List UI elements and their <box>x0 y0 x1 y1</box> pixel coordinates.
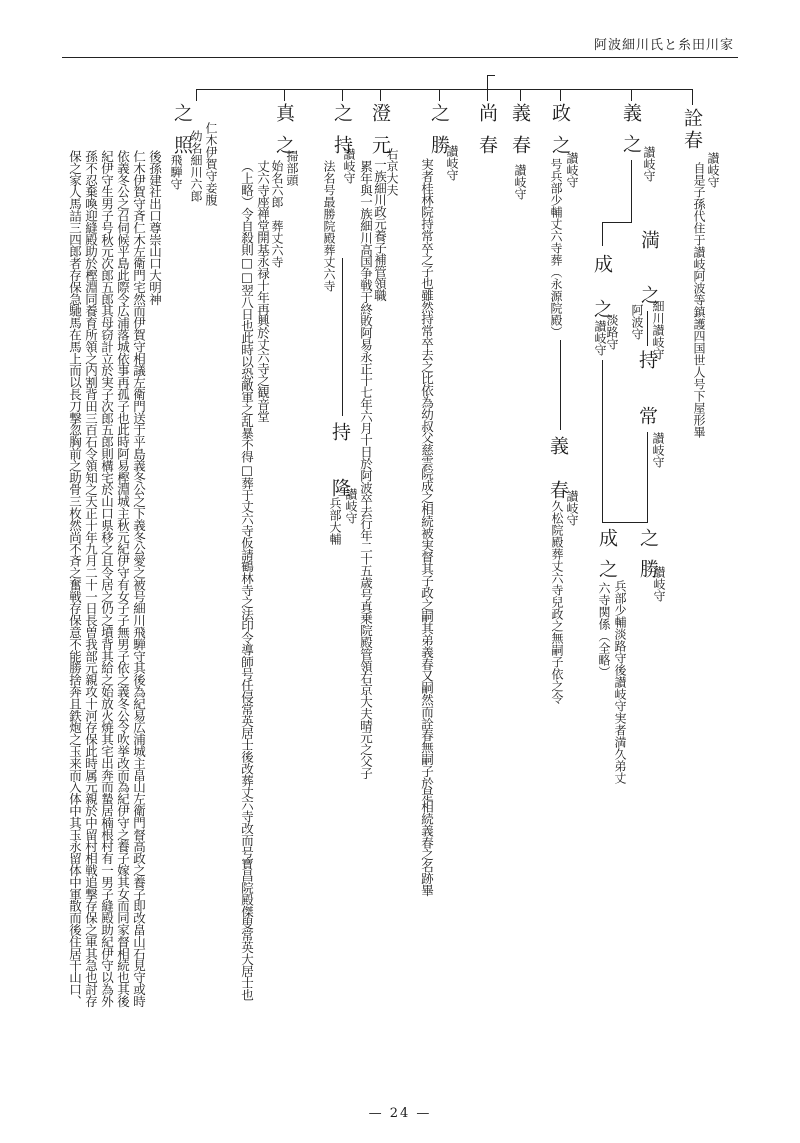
person-note: 仁木伊賀守斉仁木左衛門宅然而伊賀守相議左衛門送于平島義冬公之下義冬公愛之被号細川飛騨守其後為紀易広浦城主畠山左衛門督高政之養子即改畠山石見守或時 <box>131 150 147 1007</box>
person-note: 兵部大輔 <box>328 497 342 545</box>
person-note: 紀伊守生男子号秋元次郎五郎其母窃計立於実子次郎五郎則構宅於山口県移之且令居之仍之墳背其給之始放火焼其宅出奔而蟄居楠根村有一男子縫殿助紀伊守以為外 <box>99 150 115 1007</box>
person-name: 之 <box>428 103 450 122</box>
lineage-line <box>487 75 488 101</box>
person-name: 成 <box>591 254 613 273</box>
person-name: 元 <box>369 135 391 154</box>
person-name: 春 <box>681 130 703 149</box>
person-name: 勝 <box>428 135 450 154</box>
lineage-line <box>602 522 648 523</box>
person-name: 勝 <box>637 559 659 578</box>
person-name: 詮 <box>681 108 703 127</box>
person-note: 仁木伊賀守妾腹 <box>204 122 218 206</box>
person-note: （上略）令自殺則□□翌八日也此時以恐敵軍之乱暴不得□葬于丈六寺仮請鶴林寺之法印令導師号任侵常英居士後改葬丈六寺改而号寶昌院殿傑叟常英大居士也 <box>239 160 255 1001</box>
person-name: 義 <box>509 103 531 122</box>
person-name: 義 <box>620 103 642 122</box>
person-note: 淡路守 <box>605 314 619 350</box>
lineage-line <box>487 75 495 76</box>
lineage-line <box>520 89 521 101</box>
person-name: 春 <box>509 135 531 154</box>
person-note: 孫不忍棄喚迎縫殿助於樫淵同養育所領之内割背田三百石令領知之天正十年九月二十一日長曽我部元親攻十河存保此時属元親於中留村相戦追撃存保之軍其急也討存 <box>83 150 99 1007</box>
lineage-line <box>692 89 693 105</box>
person-title: 細川讃岐守 <box>651 300 665 360</box>
person-note: 後孫建社出口尊崇山口大明神 <box>147 150 163 305</box>
lineage-line <box>560 89 561 101</box>
person-note: 一族細川政元養子補管領職 <box>372 158 388 301</box>
person-title: 讃岐守 <box>445 145 459 181</box>
lineage-line <box>380 89 381 101</box>
person-name: 澄 <box>369 103 391 122</box>
person-name: 之 <box>620 134 642 153</box>
person-name: 之 <box>273 135 295 154</box>
person-name: 之 <box>549 135 571 154</box>
person-title: 讃岐守 <box>593 320 607 356</box>
lineage-line <box>631 160 632 222</box>
lineage-line <box>647 311 648 346</box>
lineage-line <box>602 360 603 522</box>
lineage-line <box>602 222 603 246</box>
person-note: 兵部少輔淡路守後讃岐守実者満久弟丈 <box>613 580 627 784</box>
person-name: 尚 <box>476 103 498 122</box>
person-name: 春 <box>547 480 569 499</box>
person-name: 成 <box>596 528 618 547</box>
person-title: 掃部頭 <box>285 150 299 186</box>
lineage-line <box>342 258 343 416</box>
person-note: 号兵部少輔丈六寺葬（永源院殿） <box>549 158 563 338</box>
person-name: 之 <box>171 103 193 122</box>
header-rule <box>62 57 738 58</box>
person-note: 法名号最勝院殿葬丈六寺 <box>322 160 336 292</box>
person-name: 持 <box>329 422 351 441</box>
person-title: 讃岐守 <box>342 148 356 184</box>
person-title: 飛騨守 <box>169 154 183 190</box>
lineage-line <box>196 89 197 101</box>
running-header: 阿波細川氏と糸田川家 <box>593 38 734 53</box>
person-note: 久松院殿葬丈六寺兒政之無嗣子依之令 <box>550 500 564 704</box>
person-name: 之 <box>596 559 618 578</box>
lineage-line <box>439 89 440 101</box>
lineage-line <box>631 89 632 101</box>
person-note: 依義冬公之召伺候平島此際令広浦落城依事再孤子也此時阿易樫淵城主秋元紀伊守有女子子無男子依之義冬公令吹挙改而為紀伊守之養子嫁其女而同家督相続也其後 <box>115 150 131 1007</box>
person-title: 讃岐守 <box>651 432 665 468</box>
lineage-line <box>560 340 561 430</box>
person-note: 阿波守 <box>630 304 644 340</box>
person-title: 讃岐守 <box>344 488 358 524</box>
person-name: 満 <box>638 230 660 249</box>
lineage-line <box>647 432 648 522</box>
person-note: 幼名細川六郎 <box>189 130 203 202</box>
person-title: 讃岐守 <box>565 152 579 188</box>
person-note: 六寺関係（全略） <box>597 582 611 678</box>
person-title: 讃岐守 <box>565 490 579 526</box>
person-name: 真 <box>273 103 295 122</box>
person-note: 保之家人馬詰三四郎者存保急馳馬在馬上而以長刀撃忽胸前之助骨三枚然尚不斉之奮戦存保意不能勝捨奔且鉄炮之玉来而入体中其玉永留体中軍散而後住居干山口、 <box>67 150 83 1007</box>
person-name: 持 <box>331 135 353 154</box>
lineage-line <box>602 222 632 223</box>
person-name: 隆 <box>329 478 351 497</box>
person-name: 政 <box>549 103 571 122</box>
person-note: 累年與一族細川高国争戦于終敗阿易永正十七年六月十日於阿波卒去行年二十五歳号真乗院殿管領右京大夫晴元之父子 <box>358 160 374 779</box>
person-note: 実者桂林院持常卒之子也雖然持常卒去之比依為幼叔父慈雲院成之相続被実督其子政之嗣其弟義春又嗣然而詮春無嗣子於是相続義春之名跡畢 <box>419 158 435 896</box>
person-name: 之 <box>331 103 353 122</box>
person-title: 讃岐守 <box>652 566 666 602</box>
person-title: 右京大夫 <box>385 148 399 196</box>
person-note: 丈六寺座禅堂開基永禄十年再興於丈六寺之観音堂 <box>255 160 271 422</box>
person-name: 之 <box>637 528 659 547</box>
lineage-line <box>342 89 343 101</box>
person-note: 始名六郎 葬丈六寺 <box>270 160 284 268</box>
person-name: 照 <box>171 135 193 154</box>
person-name: 之 <box>638 285 660 304</box>
lineage-line <box>284 89 285 101</box>
person-title: 讃岐守 <box>706 152 720 188</box>
page-number: — 24 — <box>368 1106 432 1121</box>
lineage-line <box>196 89 692 90</box>
person-name: 義 <box>547 436 569 455</box>
person-name: 春 <box>476 135 498 154</box>
person-title: 讃岐守 <box>513 164 527 200</box>
person-name: 常 <box>636 406 658 425</box>
person-name: 之 <box>591 299 613 318</box>
person-title: 讃岐守 <box>642 146 656 182</box>
person-name: 持 <box>636 350 658 369</box>
person-note: 自是子孫代住于讃岐阿波等鎮護四国世人号下屋形畢 <box>692 162 706 438</box>
